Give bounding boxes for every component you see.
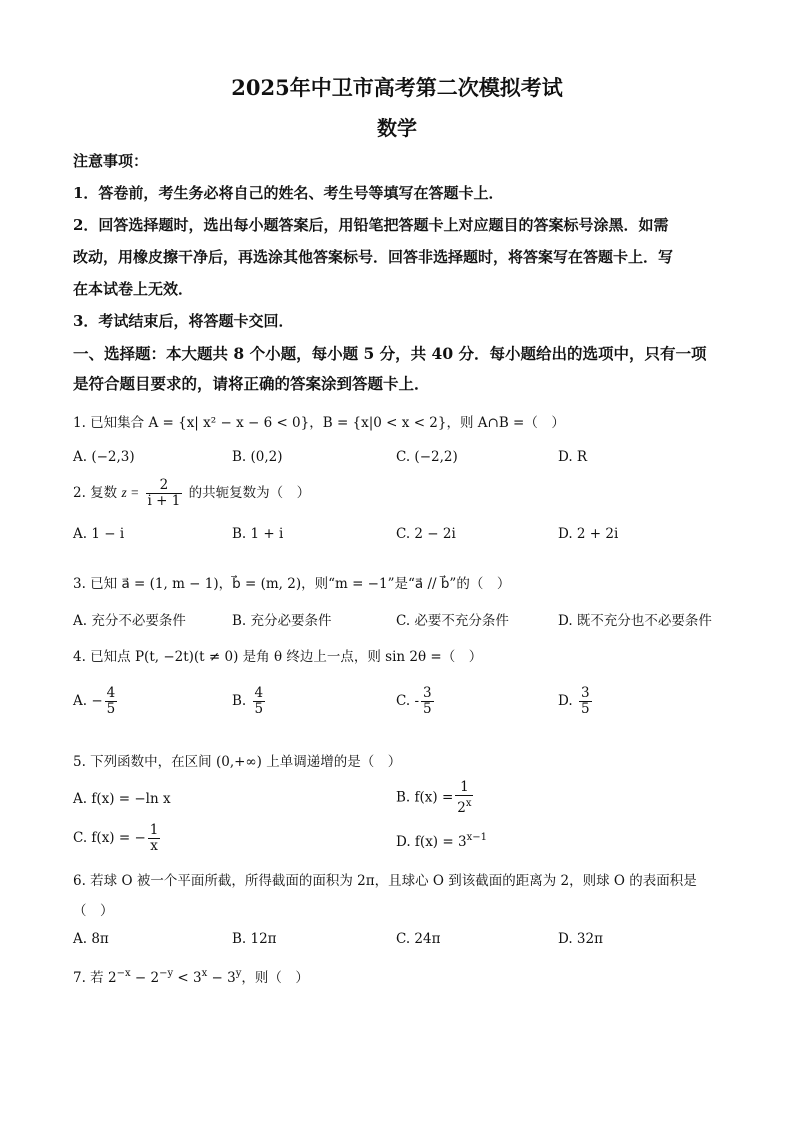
question-2-suffix: 的共轭复数为（ ） — [188, 485, 311, 501]
question-7-mid-3: − 3 — [207, 970, 236, 986]
note-item-3: 3．考试结束后，将答题卡交回． — [73, 312, 294, 330]
question-4-option-c-sign: - — [414, 693, 419, 709]
question-4-option-a — [73, 686, 119, 717]
question-4-option-c-label: C. — [396, 693, 411, 709]
question-2-option-b: B. 1 + i — [232, 526, 284, 542]
question-4-option-d-denominator: 5 — [580, 701, 590, 717]
question-1-option-b: B. (0,2) — [232, 449, 283, 465]
question-4-option-a-denominator: 5 — [106, 701, 116, 717]
question-4-option-a-sign: − — [91, 693, 103, 709]
question-4-option-d-fraction — [579, 686, 592, 717]
question-4-option-b — [232, 686, 267, 717]
question-5-stem: 5. 下列函数中，在区间 (0,+∞) 上单调递增的是（ ） — [73, 754, 402, 770]
question-1-option-a: A. (−2,3) — [73, 449, 135, 465]
question-4-option-b-numerator: 4 — [254, 685, 264, 701]
question-5-option-b — [396, 780, 475, 816]
question-4-option-a-numerator: 4 — [106, 685, 116, 701]
question-7-prefix: 7. 若 2 — [73, 970, 117, 986]
question-4-option-d-label: D. — [558, 693, 573, 709]
question-4-option-a-fraction — [105, 686, 118, 717]
notes-heading: 注意事项： — [73, 152, 149, 170]
question-5-option-c-label: C. f(x) = − — [73, 830, 146, 846]
question-5-option-c-numerator: 1 — [149, 822, 159, 838]
question-5-option-b-exponent: x — [465, 798, 472, 809]
question-4-option-c — [396, 686, 436, 717]
question-5-option-c-denominator: x — [150, 838, 158, 854]
question-7-suffix: ，则（ ） — [241, 970, 309, 986]
note-item-2-line-1: 2．回答选择题时，选出每小题答案后，用铅笔把答题卡上对应题目的答案标号涂黑．如需 — [73, 216, 669, 234]
question-1-option-c: C. (−2,2) — [396, 449, 458, 465]
question-6-stem-line-2: （ ） — [73, 903, 114, 919]
question-4-option-d — [558, 686, 594, 717]
question-4-option-c-denominator: 5 — [423, 701, 432, 717]
question-5-option-c-fraction — [148, 823, 161, 854]
question-7-mid-1: − 2 — [130, 970, 160, 986]
question-5-option-a: A. f(x) = −ln x — [73, 791, 171, 807]
note-item-1: 1．答卷前，考生务必将自己的姓名、考生号等填写在答题卡上． — [73, 184, 504, 202]
question-2-fraction — [146, 478, 183, 509]
question-4-option-b-label: B. — [232, 693, 247, 709]
question-5-option-b-label: B. f(x) = — [396, 789, 454, 806]
question-3-option-b: B. 充分必要条件 — [232, 613, 332, 629]
question-5-option-b-base: 2 — [457, 800, 466, 816]
question-2-fraction-denominator: i + 1 — [147, 493, 181, 509]
question-2-fraction-numerator: 2 — [146, 478, 183, 494]
question-6-option-c: C. 24π — [396, 931, 441, 947]
question-6-option-a: A. 8π — [73, 931, 109, 947]
question-5-option-d — [396, 832, 487, 850]
question-4-option-c-numerator: 3 — [423, 685, 432, 701]
question-1-stem: 1. 已知集合 A = {x| x² − x − 6 < 0}，B = {x|0 < x < 2}，则 A∩B =（ ） — [73, 415, 565, 431]
question-3-option-d: D. 既不充分也不必要条件 — [558, 613, 712, 629]
question-2-option-d: D. 2 + 2i — [558, 526, 619, 542]
question-6-stem-line-1: 6. 若球 O 被一个平面所截，所得截面的面积为 2π，且球心 O 到该截面的距离为 2，则球 O 的表面积是 — [73, 873, 697, 889]
question-6-option-d: D. 32π — [558, 931, 603, 947]
question-4-option-a-label: A. — [73, 693, 88, 709]
question-2-lhs: z = — [121, 485, 140, 500]
section-heading-line-2: 是符合题目要求的，请将正确的答案涂到答题卡上． — [73, 374, 430, 393]
question-5-option-b-numerator: 1 — [455, 780, 473, 796]
question-2-option-c: C. 2 − 2i — [396, 526, 456, 542]
question-4-option-d-numerator: 3 — [580, 685, 590, 701]
question-7-exponent-2: −y — [159, 968, 174, 979]
question-7-mid-2: < 3 — [173, 970, 202, 986]
question-3-stem: 3. 已知 a⃗ = (1, m − 1)，b⃗ = (m, 2)，则“m = −1”是“a⃗ // b⃗”的（ ） — [73, 576, 511, 592]
page-title: 2025年中卫市高考第二次模拟考试 — [231, 75, 563, 100]
question-7-exponent-4: y — [235, 968, 242, 979]
question-3-option-c: C. 必要不充分条件 — [396, 613, 509, 629]
question-5-option-b-denominator — [455, 796, 473, 816]
question-7-stem — [73, 966, 309, 986]
question-4-option-b-fraction — [253, 686, 266, 717]
question-6-option-b: B. 12π — [232, 931, 277, 947]
question-2-prefix: 2. 复数 — [73, 485, 118, 501]
question-4-option-b-denominator: 5 — [254, 701, 264, 717]
question-4-option-c-fraction — [421, 686, 434, 717]
question-5-option-d-exponent: x−1 — [466, 832, 487, 843]
question-7-exponent-3: x — [201, 968, 208, 979]
subject-title: 数学 — [377, 116, 417, 140]
question-1-option-d: D. R — [558, 449, 588, 465]
section-heading-line-1: 一、选择题：本大题共 8 个小题，每小题 5 分，共 40 分．每小题给出的选项中，只有一项 — [73, 344, 707, 363]
question-2-option-a: A. 1 − i — [73, 526, 125, 542]
question-5-option-d-label: D. f(x) = 3 — [396, 834, 467, 850]
question-5-option-c — [73, 823, 162, 854]
note-item-2-line-3: 在本试卷上无效． — [73, 280, 194, 298]
question-7-exponent-1: −x — [116, 968, 131, 979]
question-4-stem: 4. 已知点 P(t, −2t)(t ≠ 0) 是角 θ 终边上一点，则 sin 2θ =（ ） — [73, 649, 483, 665]
question-3-option-a: A. 充分不必要条件 — [73, 613, 186, 629]
note-item-2-line-2: 改动，用橡皮擦干净后，再选涂其他答案标号．回答非选择题时，将答案写在答题卡上．写 — [73, 248, 674, 266]
question-2-stem — [73, 478, 310, 509]
question-5-option-b-fraction — [455, 780, 473, 816]
